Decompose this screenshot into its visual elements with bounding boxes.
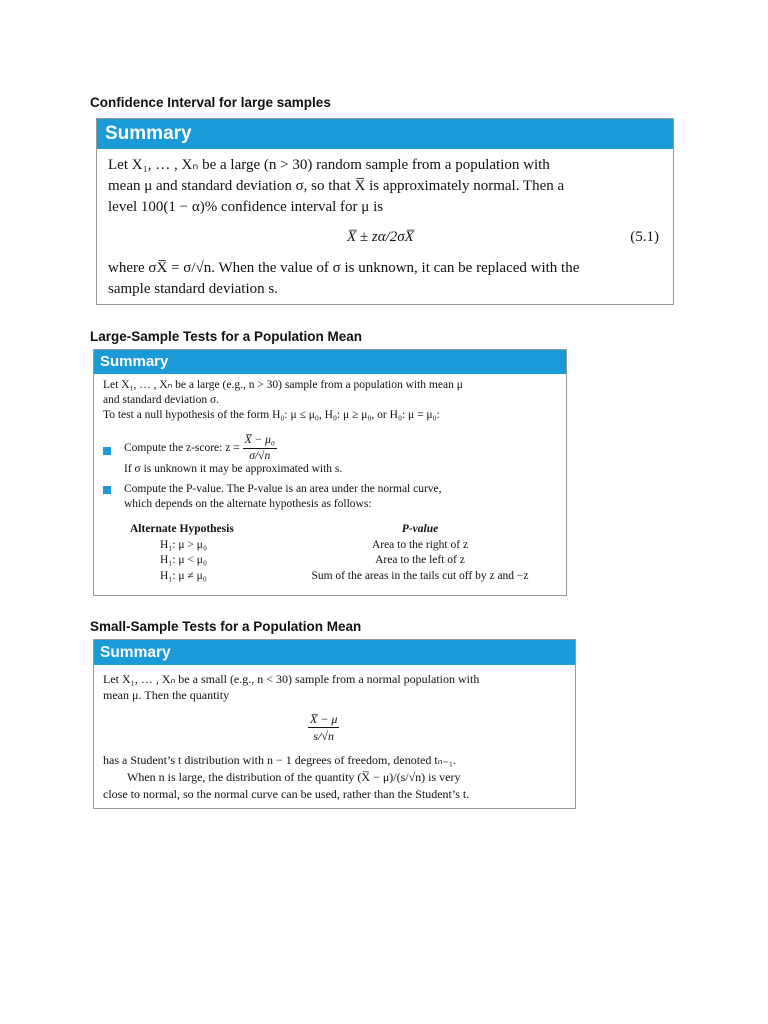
table-header: P-value: [401, 523, 439, 535]
summary-box-large-sample-tests: [93, 349, 567, 596]
formula: X̅ ± zα/2σX̅: [347, 229, 414, 245]
summary-box-small-sample-tests: [93, 639, 576, 809]
quantity-fraction: [308, 711, 339, 744]
hypothesis-table: [130, 522, 540, 584]
fraction-numerator: X̅ − μ₀: [243, 433, 277, 449]
summary-text-line: Compute the P-value. The P-value is an area under the normal curve,: [124, 483, 442, 495]
table-cell: H₁: μ ≠ μ₀: [160, 569, 207, 582]
equation-number: (5.1): [630, 229, 659, 245]
table-row: [130, 553, 540, 569]
table-row: [130, 538, 540, 554]
table-cell: H₁: μ > μ₀: [160, 538, 207, 551]
summary-text-line: mean μ and standard deviation σ, so that X̅ is approximately normal. Then a: [108, 178, 565, 194]
summary-text-line: Let X₁, … , Xₙ be a large (e.g., n > 30) sample from a population with mean μ: [103, 379, 463, 391]
summary-text-line: has a Student’s t distribution with n − 1 degrees of freedom, denoted tₙ₋₁.: [103, 753, 457, 767]
summary-text-line: Let X₁, … , Xₙ be a large (n > 30) random sample from a population with: [108, 157, 550, 173]
summary-title-bar: Summary: [94, 640, 575, 665]
summary-text-line: To test a null hypothesis of the form H₀: μ ≤ μ₀, H₀: μ ≥ μ₀, or H₀: μ = μ₀:: [103, 409, 440, 421]
fraction-denominator: s/√n: [313, 729, 335, 743]
zscore-label: Compute the z-score: z =: [124, 442, 240, 454]
summary-text-line: which depends on the alternate hypothesis as follows:: [124, 498, 372, 510]
section-heading-large-sample-tests: Large-Sample Tests for a Population Mean: [90, 329, 363, 344]
table-cell: Area to the left of z: [375, 554, 465, 566]
summary-text-line: close to normal, so the normal curve can be used, rather than the Student’s t.: [103, 787, 470, 801]
summary-text-line: sample standard deviation s.: [108, 281, 278, 297]
table-cell: Area to the right of z: [371, 538, 469, 551]
section-heading-confidence-interval: Confidence Interval for large samples: [90, 95, 331, 110]
table-header: Alternate Hypothesis: [130, 523, 234, 535]
table-row: [130, 569, 540, 585]
section-heading-small-sample-tests: Small-Sample Tests for a Population Mean: [90, 619, 362, 634]
summary-text-line: and standard deviation σ.: [103, 394, 220, 406]
fraction-denominator: σ/√n: [249, 450, 271, 462]
summary-text-line: Let X₁, … , Xₙ be a small (e.g., n < 30) sample from a normal population with: [103, 672, 480, 686]
summary-text-line: mean μ. Then the quantity: [103, 688, 230, 702]
summary-text-line: level 100(1 − α)% confidence interval for μ is: [108, 199, 384, 215]
bullet-square-icon: [103, 486, 111, 494]
bullet-square-icon: [103, 447, 111, 455]
zscore-fraction: [243, 433, 277, 464]
table-cell: Sum of the areas in the tails cut off by z and −z: [311, 569, 529, 582]
summary-title-bar: Summary: [97, 119, 673, 149]
summary-box-confidence-interval: [96, 118, 674, 305]
fraction-numerator: X̅ − μ: [310, 712, 338, 726]
summary-title-bar: Summary: [94, 350, 566, 374]
table-cell: H₁: μ < μ₀: [160, 554, 207, 566]
summary-text-line: where σX̅ = σ/√n. When the value of σ is unknown, it can be replaced with the: [108, 260, 580, 276]
summary-text-line: When n is large, the distribution of the quantity (X̅ − μ)/(s/√n) is very: [127, 770, 461, 784]
zscore-note: If σ is unknown it may be approximated with s.: [124, 463, 343, 475]
